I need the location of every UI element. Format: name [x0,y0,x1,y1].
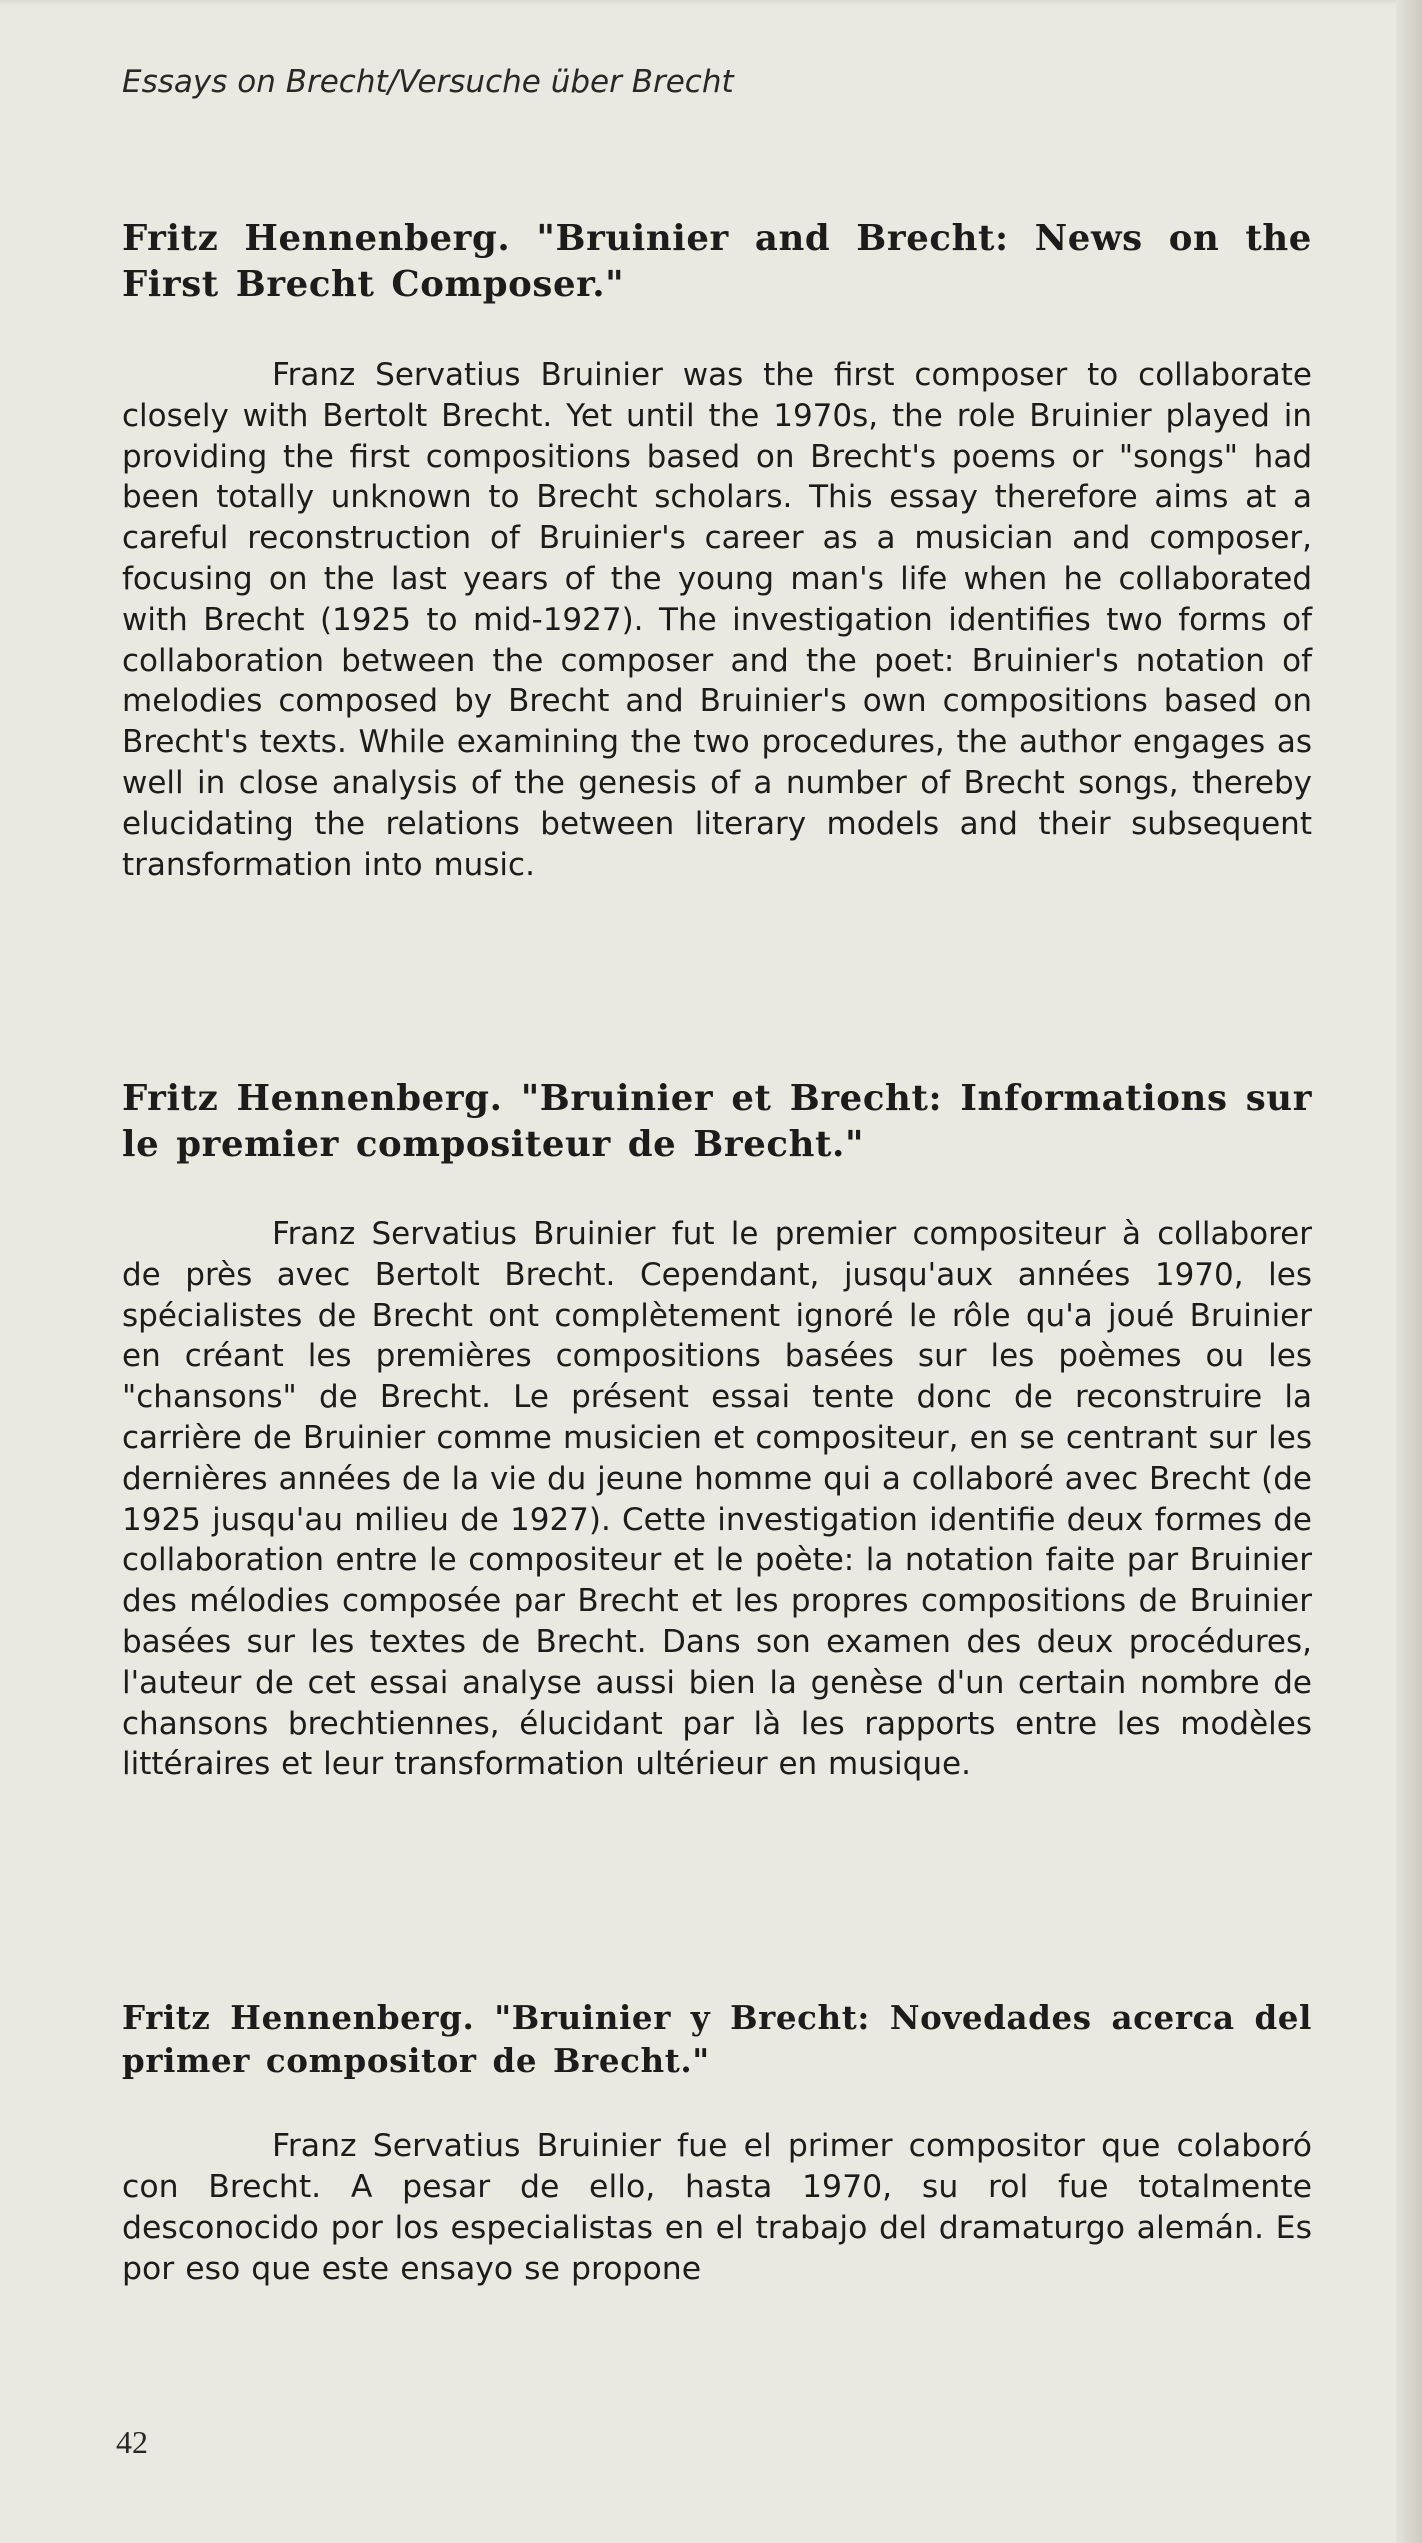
section-body: Franz Servatius Bruinier fut le premier compositeur à collaborer de près avec Bertolt Brecht. Cependant, jusqu'aux années 1970, les spécialistes de Brecht ont complètement ignoré le rôle qu'a joué Bruinier en créant les premières compositions basées sur les poèmes ou les "chansons" de Brecht. Le présent essai tente donc de reconstruire la carrière de Bruinier comme musicien et compositeur, en se centrant sur les dernières années de la vie du jeune homme qui a collaboré avec Brecht (de 1925 jusqu'au milieu de 1927). Cette investigation identifie deux formes de collaboration entre le compositeur et le poète: la notation faite par Bruinier des mélodies composée par Brecht et les propres compositions de Bruinier basées sur les textes de Brecht. Dans son examen des deux procédures, l'auteur de cet essai analyse aussi bien la genèse d'un certain nombre de chansons brechtiennes, élucidant par là les rapports entre les modèles littéraires et leur transformation ultérieur en musique. [122,1216,1312,1783]
section-body: Franz Servatius Bruinier fue el primer compositor que colaboró con Brecht. A pesar de ello, hasta 1970, su rol fue totalmente desconocido por los especialistas en el trabajo del dramaturgo alemán. Es por eso que este ensayo se propone [122,2128,1312,2287]
abstract-french [122,1076,1312,1785]
running-head: Essays on Brecht/Versuche über Brecht [122,64,734,100]
section-body: Franz Servatius Bruinier was the first composer to collaborate closely with Bertolt Brecht. Yet until the 1970s, the role Bruinier played in providing the first compositions based on Brecht's poems or "songs" had been totally unknown to Brecht scholars. This essay therefore aims at a careful reconstruction of Bruinier's career as a musician and composer, focusing on the last years of the young man's life when he collaborated with Brecht (1925 to mid-1927). The investigation identifies two forms of collaboration between the composer and the poet: Bruinier's notation of melodies composed by Brecht and Bruinier's own compositions based on Brecht's texts. While examining the two procedures, the author engages as well in close analysis of the genesis of a number of Brecht songs, thereby elucidating the relations between literary models and their subsequent transformation into music. [122,357,1312,883]
abstract-english [122,216,1312,885]
section-heading: Fritz Hennenberg. "Bruinier and Brecht: News on the First Brecht Composer." [122,218,1312,305]
page-top-edge [0,0,1422,6]
page-number: 42 [116,2424,148,2460]
section-heading: Fritz Hennenberg. "Bruinier y Brecht: Novedades acerca del primer compositor de Brecht." [122,1998,1312,2080]
section-heading: Fritz Hennenberg. "Bruinier et Brecht: Informations sur le premier compositeur de Brecht." [122,1078,1312,1165]
abstract-spanish [122,1996,1312,2290]
page-edge-shadow [1396,0,1422,2543]
